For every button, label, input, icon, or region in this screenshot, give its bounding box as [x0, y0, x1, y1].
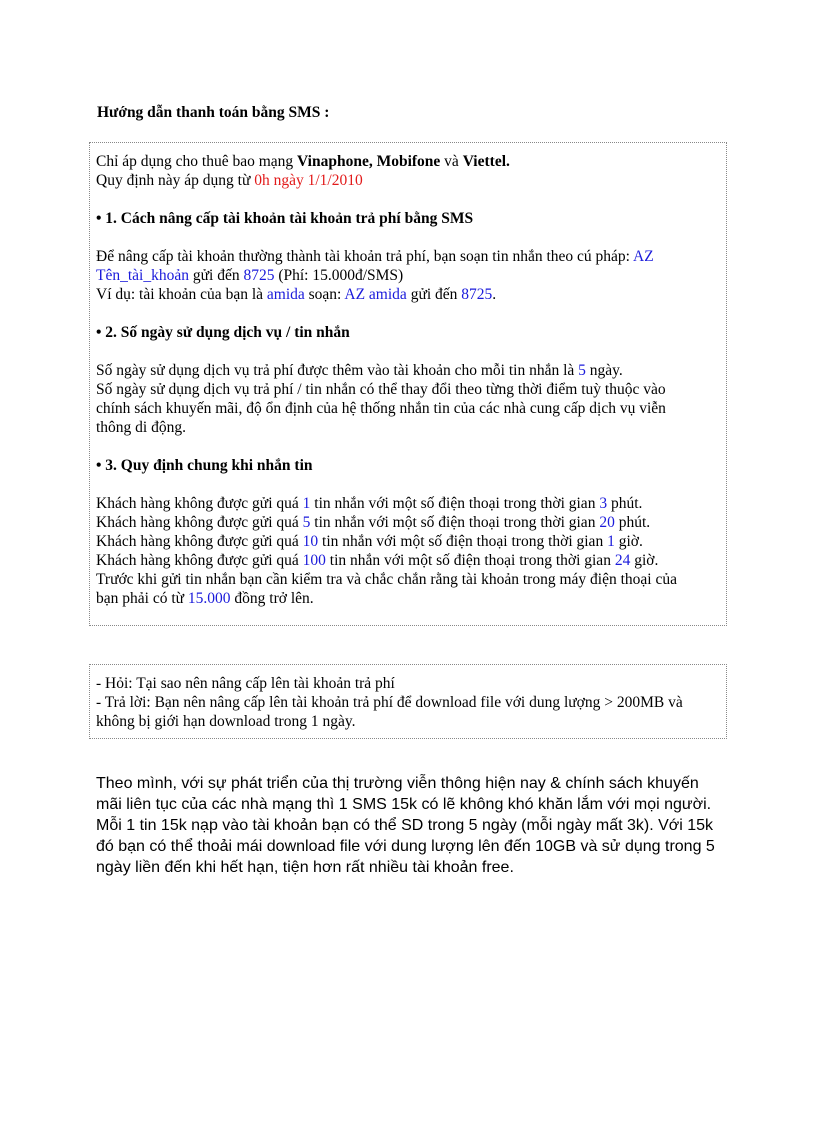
- limit-mid: tin nhắn với một số điện thoại trong thời gian: [310, 514, 600, 531]
- note-line: mãi liên tục của các nhà mạng thì 1 SMS 15k có lẽ không khó khăn lắm với mọi người.: [96, 796, 712, 813]
- example-send: gửi đến: [406, 286, 462, 303]
- limit-time-link[interactable]: 20: [599, 514, 615, 531]
- section3-heading: • 3. Quy định chung khi nhắn tin: [96, 457, 313, 474]
- section1-line1-text: Để nâng cấp tài khoản thường thành tài khoản trả phí, bạn soạn tin nhắn theo cú pháp:: [96, 248, 634, 265]
- limit-mid: tin nhắn với một số điện thoại trong thời gian: [325, 552, 615, 569]
- limit-row: [96, 494, 718, 513]
- author-note: [96, 773, 736, 878]
- limit-row: [96, 551, 718, 570]
- check-prefix: bạn phải có từ: [96, 590, 188, 607]
- example-prefix: Ví dụ: tài khoản của bạn là: [96, 286, 267, 303]
- syntax-code-link[interactable]: AZ: [633, 248, 654, 265]
- check-line1: Trước khi gửi tin nhắn bạn cần kiểm tra và chắc chắn rằng tài khoản trong máy điện thoại của: [96, 571, 677, 588]
- limit-unit: giờ.: [630, 552, 659, 569]
- example-code-link[interactable]: AZ amida: [344, 286, 407, 303]
- example-number-link[interactable]: 8725: [461, 286, 493, 303]
- intro-and: và: [440, 153, 463, 170]
- example-account-link[interactable]: amida: [266, 286, 305, 303]
- intro-networks: Vinaphone, Mobifone: [297, 153, 441, 170]
- limit-prefix: Khách hàng không được gửi quá: [96, 552, 303, 569]
- limit-mid: tin nhắn với một số điện thoại trong thời gian: [310, 495, 600, 512]
- example-mid: soạn:: [304, 286, 345, 303]
- limit-time-link[interactable]: 1: [607, 533, 615, 550]
- intro-prefix: Chỉ áp dụng cho thuê bao mạng: [96, 153, 298, 170]
- limit-prefix: Khách hàng không được gửi quá: [96, 533, 303, 550]
- days-prefix: Số ngày sử dụng dịch vụ trả phí được thêm vào tài khoản cho mỗi tin nhắn là: [96, 362, 579, 379]
- check-line2: [96, 589, 718, 608]
- check-suffix: đồng trở lên.: [230, 590, 314, 607]
- days-suffix: ngày.: [585, 362, 623, 379]
- example-end: .: [492, 286, 497, 303]
- faq-answer-line2: không bị giới hạn download trong 1 ngày.: [96, 713, 356, 730]
- limit-time-link[interactable]: 3: [599, 495, 608, 512]
- sms-number-link[interactable]: 8725: [243, 267, 275, 284]
- days-value-link[interactable]: 5: [578, 362, 586, 379]
- limit-unit: giờ.: [614, 533, 643, 550]
- limit-count-link[interactable]: 5: [302, 514, 311, 531]
- limit-count-link[interactable]: 1: [302, 495, 311, 512]
- note-line: Mỗi 1 tin 15k nạp vào tài khoản bạn có thể SD trong 5 ngày (mỗi ngày mất 3k). Với 15k: [96, 817, 714, 834]
- faq-answer-line1: - Trả lời: Bạn nên nâng cấp lên tài khoản trả phí để download file với dung lượng > 200MB và: [96, 694, 683, 711]
- section2-line2: Số ngày sử dụng dịch vụ trả phí / tin nhắn có thể thay đổi theo từng thời điểm tuỳ thuộc vào: [96, 381, 666, 398]
- intro-rule-line: [96, 171, 718, 190]
- limit-row: [96, 532, 718, 551]
- limit-time-link[interactable]: 24: [614, 552, 631, 569]
- section2-line4: thông di động.: [96, 419, 186, 436]
- limit-mid: tin nhắn với một số điện thoại trong thời gian: [318, 533, 608, 550]
- fee-text: (Phí: 15.000đ/SMS): [274, 267, 404, 284]
- note-line: Theo mình, với sự phát triển của thị trường viễn thông hiện nay & chính sách khuyến: [96, 775, 699, 792]
- section1-line1: [96, 247, 718, 266]
- limit-unit: phút.: [607, 495, 643, 512]
- section2-line1: [96, 361, 718, 380]
- rule-date: 0h ngày 1/1/2010: [254, 172, 363, 189]
- sms-info-box: [89, 142, 727, 626]
- note-line: đó bạn có thể thoải mái download file với dung lượng lên đến 10GB và sử dụng trong 5: [96, 838, 715, 855]
- section1-example-line: [96, 285, 718, 304]
- rule-prefix: Quy định này áp dụng từ: [96, 172, 255, 189]
- send-to-text: gửi đến: [188, 267, 244, 284]
- limit-prefix: Khách hàng không được gửi quá: [96, 495, 303, 512]
- faq-question: - Hỏi: Tại sao nên nâng cấp lên tài khoản trả phí: [96, 675, 395, 692]
- section2-line3: chính sách khuyến mãi, độ ổn định của hệ thống nhắn tin của các nhà cung cấp dịch vụ viễn: [96, 400, 666, 417]
- section2-heading: • 2. Số ngày sử dụng dịch vụ / tin nhắn: [96, 324, 350, 341]
- limit-row: [96, 513, 718, 532]
- limit-count-link[interactable]: 10: [302, 533, 319, 550]
- faq-box: [89, 664, 727, 739]
- limit-prefix: Khách hàng không được gửi quá: [96, 514, 303, 531]
- section1-heading: • 1. Cách nâng cấp tài khoản tài khoản trả phí bằng SMS: [96, 210, 474, 227]
- check-amount-link[interactable]: 15.000: [187, 590, 231, 607]
- page-title: Hướng dẫn thanh toán bằng SMS :: [97, 104, 330, 121]
- limit-count-link[interactable]: 100: [302, 552, 326, 569]
- intro-last-network: Viettel.: [462, 153, 510, 170]
- note-line: ngày liền đến khi hết hạn, tiện hơn rất nhiều tài khoản free.: [96, 859, 514, 876]
- account-name-link[interactable]: Tên_tài_khoản: [96, 267, 189, 284]
- limit-unit: phút.: [614, 514, 651, 531]
- section1-line2: [96, 266, 718, 285]
- intro-networks-line: [96, 152, 718, 171]
